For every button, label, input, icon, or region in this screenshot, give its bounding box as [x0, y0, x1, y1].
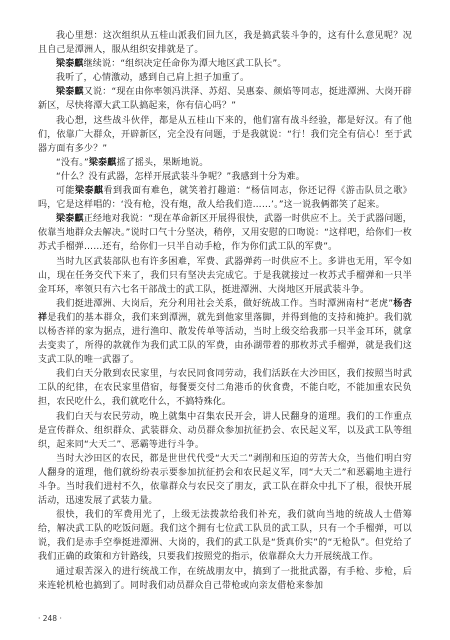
paragraph: [38, 114, 412, 156]
text-run: 很快，我们的军费用光了，上级无法拨款给我们补充，我们就向当地的统战人士借筹给，解决武工队的吃饭问题。我们这个拥有七位武工队员的武工队，只有一个手榴弹，可以说，我们是赤手空拳挺进潭洲、大岗的，我们的武工队是“货真价实”的“无枪队”。但党给了我们正确的政策和方针路线，只要我们按照党的指示，依靠群众大力开展统战工作。: [38, 510, 412, 563]
paragraph: [38, 156, 412, 170]
text-run: 我听了，心情激动，感到自己肩上担子加重了。: [56, 73, 250, 84]
bold-name: 梁泰麒: [56, 87, 84, 98]
text-run: 我心想，这些战斗伙伴，都是从五桂山下来的，他们富有战斗经验，都是好汉。有了他们，依靠广大群众，开辟新区，完全没有问题，于是我就说：“行！我们完全有信心！至于武器方面有多少？”: [38, 115, 412, 154]
text-run: 是我们的基本群众，我们来到潭洲，就先到他家里落脚，并得到他的支持和掩护。我们就以杨杏祥的家为据点，进行渔印、散发传单等活动，当时上级交给我那一只半金耳环，就拿去变卖了，所得的款就作为我们武工队的军费，由孙湖带着的那枚苏式手榴弹，就是我们这支武工队的唯一武器了。: [38, 312, 412, 366]
text-run: 又说：“现在由你率领冯洪泽、苏炤、吴惠泰、颜焰等同志，挺进潭洲、大岗开辟新区，尽快将潭大武工队搞起来，你有信心吗？”: [38, 87, 412, 112]
text-run: 我心里想：这次组织从五桂山派我们回九区，我是搞武装斗争的，这有什么意见呢？况且自己是潭洲人，服从组织安排就是了。: [38, 31, 412, 56]
paragraph: [38, 367, 412, 409]
paragraph: [38, 85, 412, 113]
text-run: 继续说：“组织决定任命你为潭大地区武工队长”。: [83, 59, 287, 70]
paragraph: [38, 184, 412, 212]
paragraph: [38, 452, 412, 508]
text-run: 看到我面有难色，就笑着打趣道：“杨信同志，你还记得《游击队员之歌》吗，它是这样唱的：‘没有枪，没有炮，敌人给我们造……’。”这一说我俩都笑了起来。: [38, 186, 413, 211]
paragraph: [38, 212, 412, 254]
text-run: 当时大沙田区的农民，都是世世代代受“大天二”剥削和压迫的劳苦大众，当他们明白穷人翻身的道理，他们就纷纷表示要参加抗征扔会和农民起义军，同“大天二”和恶霸地主进行斗争。当时我们进村不久，依靠群众与农民交了朋友，武工队在群众中扎下了根，很快开展活动，迅速发展了武装力量。: [38, 453, 412, 507]
paragraph: [38, 255, 412, 297]
paragraph: [38, 565, 412, 593]
text-run: 我们挺进潭洲、大岗后，充分利用社会关系，做好统战工作。当时潭洲南村“老虎”: [56, 298, 394, 309]
paragraph: [38, 297, 412, 367]
text-run: “没有。”: [56, 157, 89, 168]
text-run: 通过艰苦深入的进行统战工作，在统战朋友中，搞到了一批批武器，有手枪、步枪，后来连轮机枪也搞到了。同时我们动员群众自己带枪或向亲友借枪来参加: [38, 566, 412, 591]
paragraph: [38, 508, 412, 564]
body-text: [38, 29, 412, 593]
bold-name: 梁泰麒: [88, 157, 117, 168]
bold-name: 梁泰麒: [56, 59, 84, 70]
text-run: 我们白天分散到农民家里，与农民同食同劳动，我们活跃在大沙田区，我们按照当时武工队的纪律，在农民家里借宿，每餐要交付二角港币的伙食费，不能白吃，不能加重农民负担，农民吃什么，我们就吃什么，不搞特殊化。: [38, 369, 412, 408]
paragraph: [38, 410, 412, 452]
page-number: · 248 ·: [38, 614, 62, 623]
text-run: 当时九区武装部队也有许多困难，军费、武器弹药一时供应不上。多讲也无用，军令如山，现在任务交代下来了，我们只有坚决去完成它。于是我就接过一枚苏式手榴弹和一只半金耳环，率领只有六七名干部战士的武工队，挺进潭洲、大岗地区开展武装斗争。: [38, 256, 412, 295]
bold-name: 梁泰麒: [74, 186, 104, 197]
paragraph: [38, 170, 412, 184]
paragraph: [38, 29, 412, 57]
text-run: 我们白天与农民劳动，晚上就集中召集农民开会，讲人民翻身的道理。我们的工作重点是宣传群众、组织群众、武装群众、动员群众参加抗征扔会、农民起义军，以及武工队等组织，起来同“大天二”、恶霸等进行斗争。: [38, 411, 412, 450]
text-run: “什么？没有武器，怎样开展武装斗争呢？”我感到十分为难。: [56, 171, 305, 182]
paragraph: [38, 57, 412, 71]
text-run: 摇了摇头，果断地说。: [116, 157, 209, 168]
bold-name: 杨杏祥: [38, 298, 412, 323]
bold-name: 梁泰麒: [56, 214, 84, 225]
paragraph: [38, 71, 412, 85]
text-run: 正经地对我说：“现在革命新区开展得很快，武器一时供应不上。关于武器问题，依靠当地群众去解决。”说时口气十分坚决，稍停，又用安慰的口吻说：“这样吧，给你们一枚苏式手榴弹……还有，给你们一只半自动手枪，作为你们武工队的军费”。: [38, 214, 412, 253]
text-run: 可能: [56, 186, 75, 197]
